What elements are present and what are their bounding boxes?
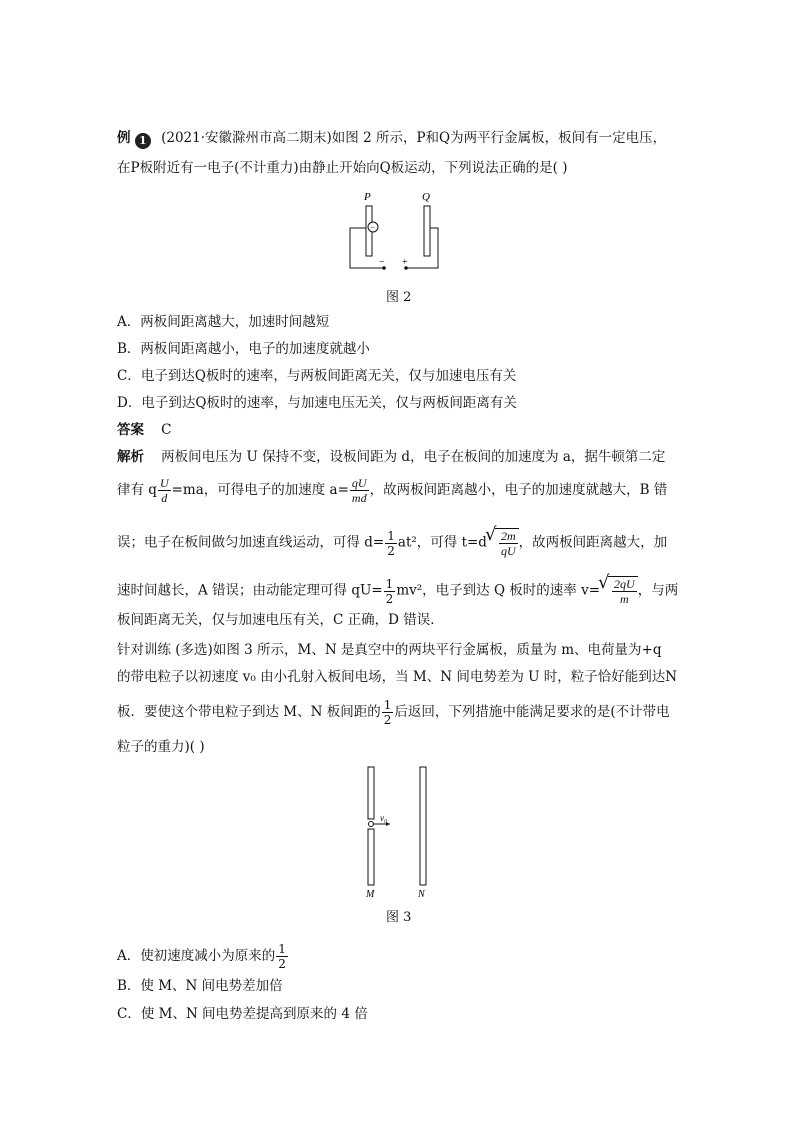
fraction-half-4: $\frac{1}{2}$ [278, 942, 286, 971]
fraction-half-3: $\frac{1}{2}$ [383, 698, 392, 727]
example-text-line2: 在P板附近有一电子(不计重力)由静止开始向Q板运动，下列说法正确的是( ) [117, 160, 568, 176]
analysis-label: 解析 [117, 449, 144, 465]
fraction-u-over-d: $\frac{U}{d}$ [159, 476, 169, 505]
figure-2-caption: 图 2 [386, 290, 412, 305]
option2-c: C．使 M、N 间电势差提高到原来的 4 倍 [117, 1006, 368, 1022]
plate-m-label: M [366, 889, 375, 900]
figure-3-caption: 图 3 [386, 910, 412, 925]
option2-a-text: A．使初速度减小为原来的 [117, 948, 276, 964]
example-label: 例 [117, 130, 131, 146]
practice-text-3a: 板．要使这个带电粒子到达 M、N 板间距的 [117, 704, 381, 720]
figure-2-diagram [340, 188, 450, 278]
analysis-text-3b: at²，可得 t=d [397, 534, 487, 551]
answer-line [117, 420, 172, 440]
plate-q [424, 206, 430, 256]
plate-m-bottom [368, 829, 374, 885]
practice-line1: 针对训练 (多选)如图 3 所示，M、N 是真空中的两块平行金属板，质量为 m、电荷量为+q [117, 642, 662, 658]
minus-label: − [379, 257, 385, 268]
plus-label: + [402, 257, 408, 268]
analysis-line3 [117, 528, 667, 558]
analysis-text-4b: mv²，电子到达 Q 板时的速率 v= [396, 582, 601, 599]
sqrt-2qu-over-m: √ $\frac{2qU}{m}$ [608, 576, 638, 606]
analysis-text-2b: =ma，可得电子的加速度 a= [171, 482, 349, 498]
practice-line3 [117, 698, 670, 727]
analysis-line4 [117, 576, 678, 606]
analysis-text-4a: 速时间越长，A 错误；由动能定理可得 qU= [117, 582, 383, 599]
wire-right [406, 228, 438, 268]
analysis-line1 [117, 447, 665, 467]
analysis-text-3a: 误；电子在板间做匀加速直线运动，可得 d= [117, 534, 385, 551]
plate-q-label: Q [422, 191, 430, 203]
example-heading [117, 128, 666, 149]
plate-p-label: P [364, 191, 371, 203]
plate-n [420, 767, 426, 885]
practice-line2: 的带电粒子以初速度 v₀ 由小孔射入板间电场，当 M、N 间电势差为 U 时，粒子恰好能到达N [117, 669, 678, 685]
analysis-text-4c: ，与两 [637, 582, 679, 599]
answer-value: C [161, 422, 172, 438]
fraction-half: $\frac{1}{2}$ [387, 528, 395, 558]
electron-sign: − [370, 222, 376, 232]
answer-label: 答案 [117, 422, 144, 438]
analysis-line2 [117, 476, 667, 505]
option-a: A．两板间距离越大，加速时间越短 [117, 314, 330, 330]
option2-a [117, 942, 289, 971]
example-number-badge: 1 [135, 133, 151, 149]
sqrt-2m-over-qu: √ $\frac{2m}{qU}$ [495, 528, 519, 558]
fraction-half-2: $\frac{1}{2}$ [385, 576, 394, 606]
particle [369, 822, 374, 827]
practice-text-3b: 后返回，下列措施中能满足要求的是(不计带电 [394, 704, 670, 720]
velocity-label: v₀ [380, 813, 388, 823]
figure-3-diagram [360, 765, 440, 900]
option2-b: B．使 M、N 间电势差加倍 [117, 978, 283, 994]
plate-m-top [368, 767, 374, 819]
fraction-qu-over-md: $\frac{qU}{md}$ [351, 476, 367, 505]
option-d: D．电子到达Q板时的速率，与加速电压无关，仅与两板间距离有关 [117, 395, 517, 411]
analysis-text-2a: 律有 q [117, 482, 157, 498]
practice-line4: 粒子的重力)( ) [117, 739, 205, 755]
example-text-line1: (2021·安徽滁州市高二期末)如图 2 所示，P和Q为两平行金属板，板间有一定电压， [161, 130, 667, 146]
analysis-line5: 板间距离无关，仅与加速电压有关，C 正确，D 错误． [117, 612, 444, 628]
analysis-text-1: 两板间电压为 U 保持不变，设板间距为 d，电子在板间的加速度为 a，据牛顿第二定 [161, 449, 666, 465]
analysis-text-3c: ，故两板间距离越大，加 [518, 534, 668, 551]
plate-n-label: N [418, 889, 425, 900]
option-b: B．两板间距离越小，电子的加速度就越小 [117, 341, 370, 357]
option-c: C．电子到达Q板时的速率，与两板间距离无关，仅与加速电压有关 [117, 368, 517, 384]
analysis-text-2c: ，故两板间距离越小，电子的加速度就越大，B 错 [369, 482, 668, 498]
